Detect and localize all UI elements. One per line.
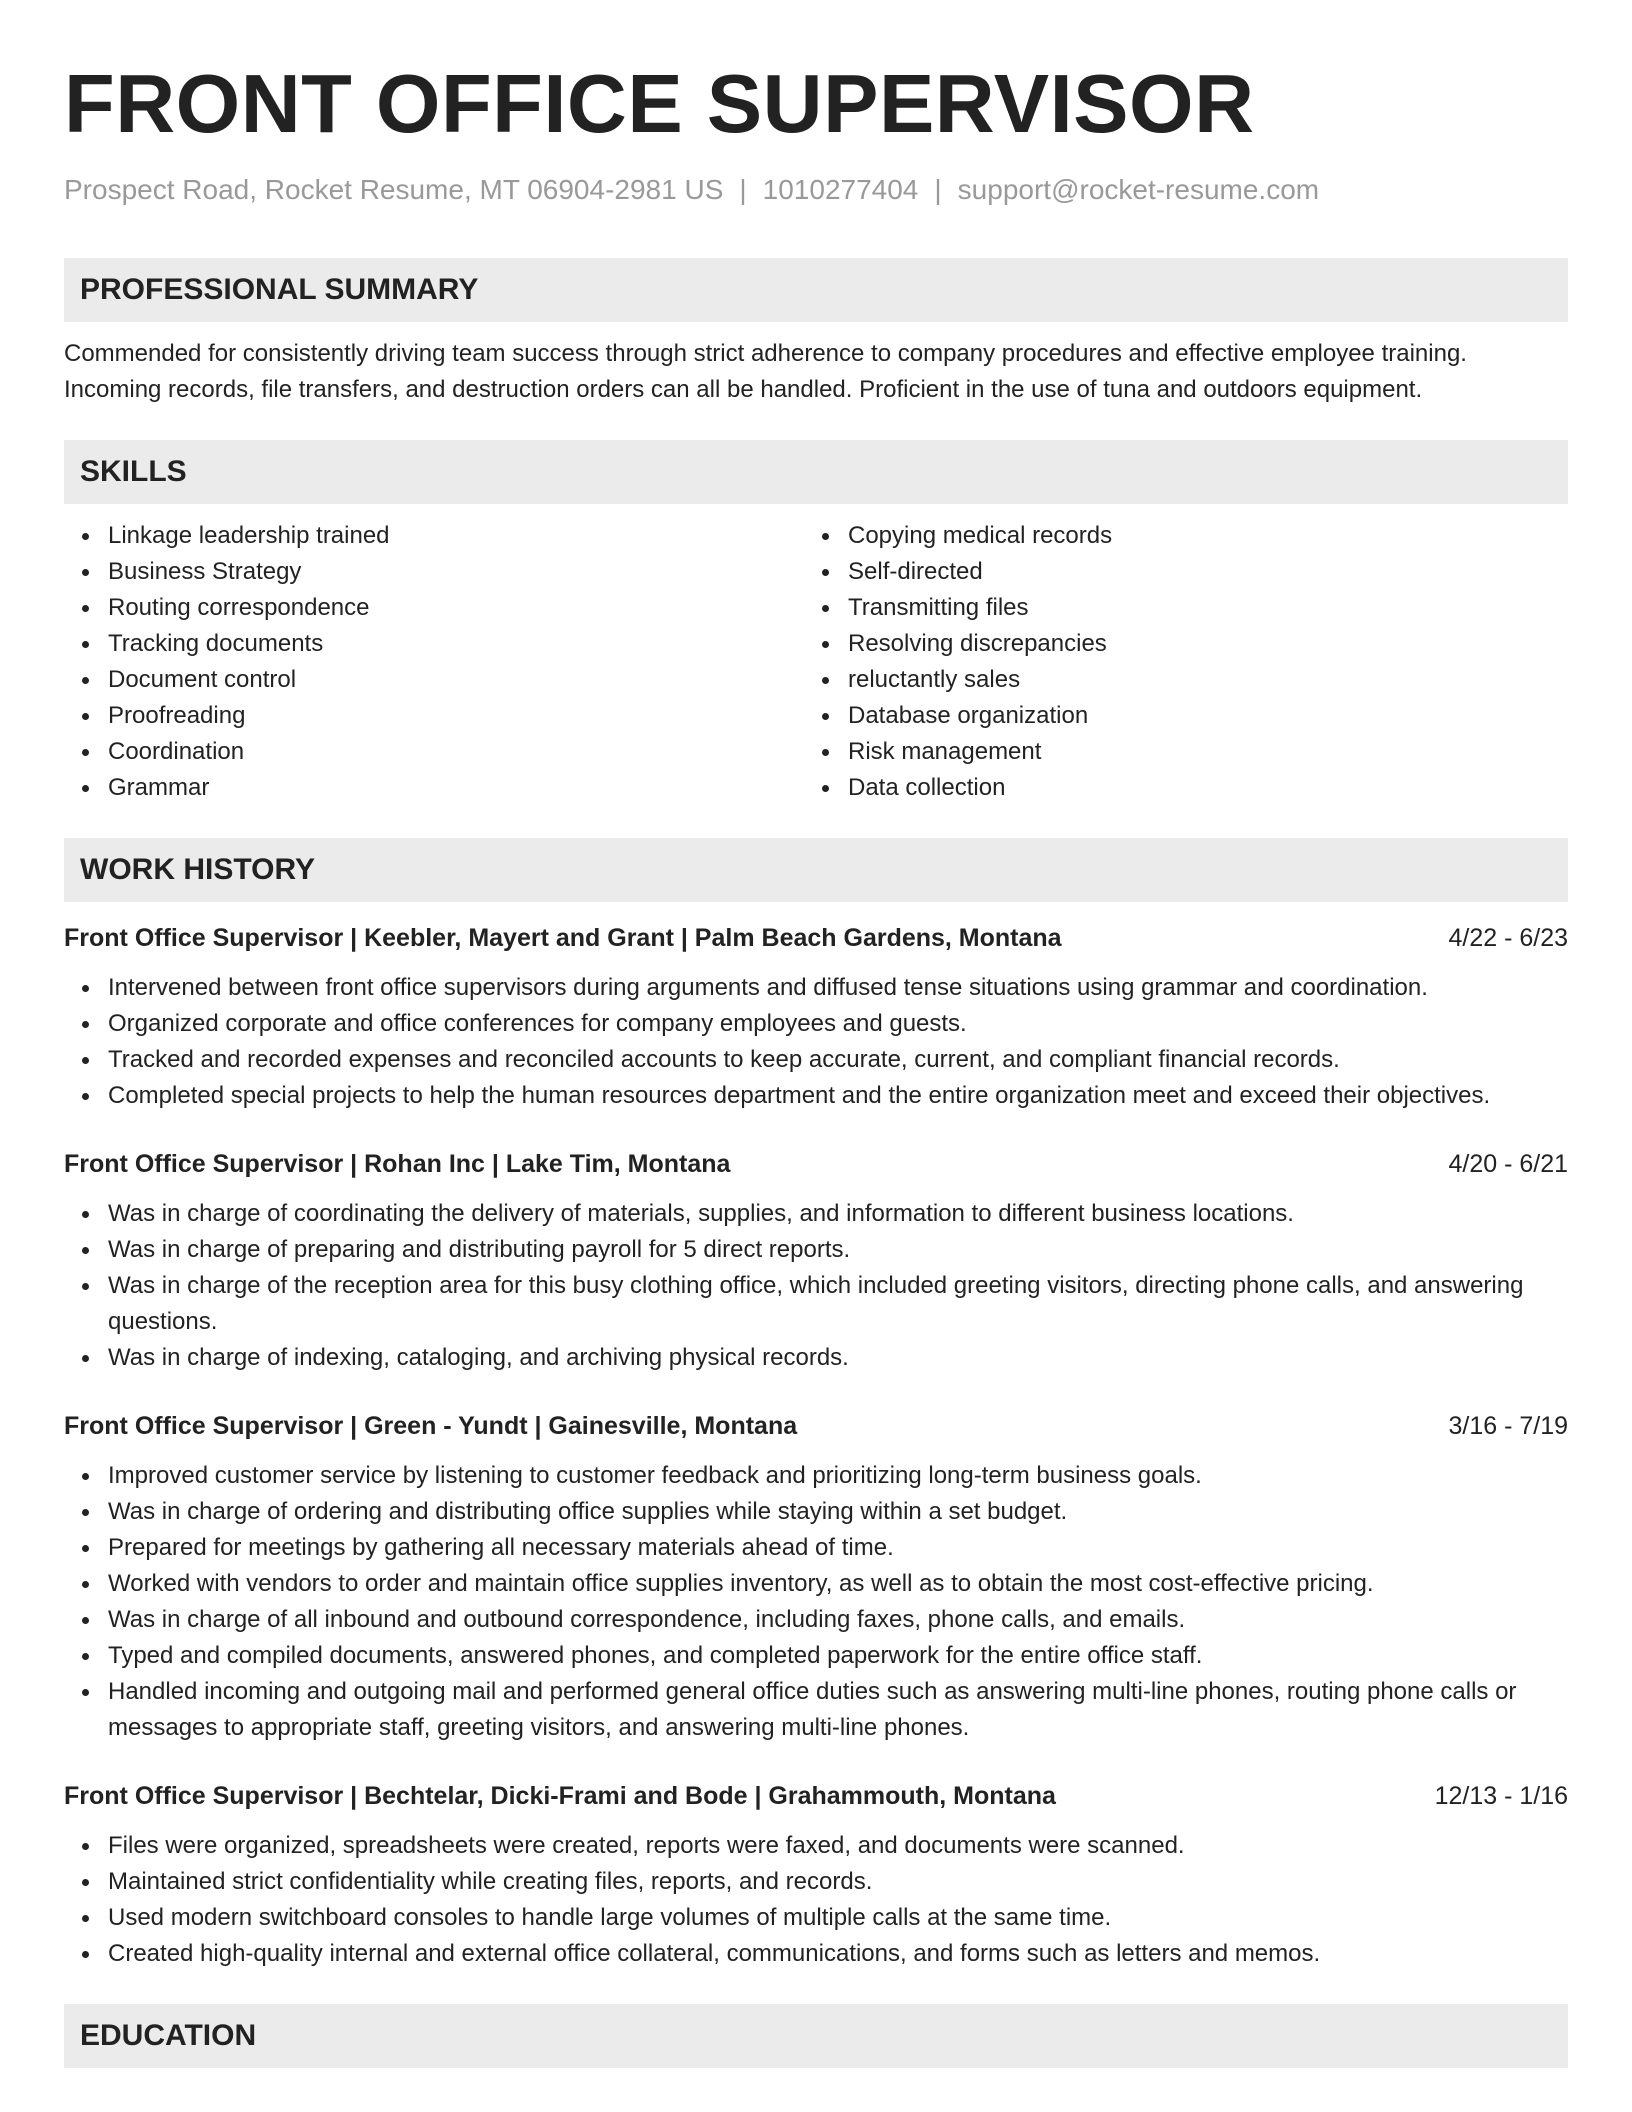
duty-item: Was in charge of indexing, cataloging, and archiving physical records. — [108, 1340, 1568, 1376]
contact-separator: | — [934, 174, 942, 205]
skill-item: Grammar — [108, 770, 804, 806]
skill-item: Transmitting files — [848, 590, 1544, 626]
skills-column-left — [64, 518, 804, 806]
job-duties — [64, 970, 1568, 1114]
contact-line — [64, 173, 1568, 207]
duty-item: Used modern switchboard consoles to handle large volumes of multiple calls at the same time. — [108, 1900, 1568, 1936]
contact-email[interactable]: support@rocket-resume.com — [957, 174, 1320, 205]
job-duties — [64, 1196, 1568, 1376]
job-title: Front Office Supervisor | Green - Yundt | Gainesville, Montana — [64, 1411, 798, 1440]
duty-item: Was in charge of the reception area for this busy clothing office, which included greeting visitors, directing phone calls, and answering questions. — [108, 1268, 1568, 1340]
duty-item: Was in charge of coordinating the delivery of materials, supplies, and information to different business locations. — [108, 1196, 1568, 1232]
job-dates: 3/16 - 7/19 — [1448, 1411, 1568, 1440]
job-title: Front Office Supervisor | Keebler, Mayert and Grant | Palm Beach Gardens, Montana — [64, 923, 1062, 952]
contact-address: Prospect Road, Rocket Resume, MT 06904-2981 US — [64, 174, 724, 205]
skill-item: Document control — [108, 662, 804, 698]
summary-line: Commended for consistently driving team success through strict adherence to company procedures and effective employee training. — [64, 339, 1467, 367]
contact-phone: 1010277404 — [762, 174, 919, 205]
duty-item: Organized corporate and office conferences for company employees and guests. — [108, 1006, 1568, 1042]
duty-item: Completed special projects to help the human resources department and the entire organization meet and exceed their objectives. — [108, 1078, 1568, 1114]
skill-item: Business Strategy — [108, 554, 804, 590]
job-title: Front Office Supervisor | Bechtelar, Dicki-Frami and Bode | Grahammouth, Montana — [64, 1781, 1056, 1810]
skills-grid — [64, 518, 1568, 806]
duty-item: Files were organized, spreadsheets were created, reports were faxed, and documents were scanned. — [108, 1828, 1568, 1864]
duty-item: Improved customer service by listening to customer feedback and prioritizing long-term business goals. — [108, 1458, 1568, 1494]
job-entry — [64, 1146, 1568, 1376]
summary-text — [64, 336, 1568, 408]
skill-item: Self-directed — [848, 554, 1544, 590]
skill-item: reluctantly sales — [848, 662, 1544, 698]
job-duties — [64, 1828, 1568, 1972]
skill-item: Copying medical records — [848, 518, 1544, 554]
skill-item: Resolving discrepancies — [848, 626, 1544, 662]
duty-item: Handled incoming and outgoing mail and performed general office duties such as answering multi-line phones, routing phone calls or messages to appropriate staff, greeting visitors, and answering multi-line phones. — [108, 1674, 1568, 1746]
candidate-name: FRONT OFFICE SUPERVISOR — [64, 57, 1255, 150]
skill-item: Coordination — [108, 734, 804, 770]
duty-item: Tracked and recorded expenses and reconciled accounts to keep accurate, current, and compliant financial records. — [108, 1042, 1568, 1078]
job-dates: 4/20 - 6/21 — [1448, 1149, 1568, 1178]
duty-item: Prepared for meetings by gathering all necessary materials ahead of time. — [108, 1530, 1568, 1566]
skill-item: Proofreading — [108, 698, 804, 734]
duty-item: Was in charge of all inbound and outbound correspondence, including faxes, phone calls, and emails. — [108, 1602, 1568, 1638]
job-duties — [64, 1458, 1568, 1746]
skill-item: Database organization — [848, 698, 1544, 734]
duty-item: Created high-quality internal and external office collateral, communications, and forms such as letters and memos. — [108, 1936, 1568, 1972]
section-header-summary: PROFESSIONAL SUMMARY — [64, 258, 1568, 322]
duty-item: Typed and compiled documents, answered phones, and completed paperwork for the entire office staff. — [108, 1638, 1568, 1674]
duty-item: Intervened between front office supervisors during arguments and diffused tense situations using grammar and coordination. — [108, 970, 1568, 1006]
skill-item: Risk management — [848, 734, 1544, 770]
job-header — [64, 920, 1568, 956]
duty-item: Was in charge of ordering and distributing office supplies while staying within a set budget. — [108, 1494, 1568, 1530]
summary-line: Incoming records, file transfers, and destruction orders can all be handled. Proficient in the use of tuna and outdoors equipment. — [64, 375, 1423, 403]
skill-item: Linkage leadership trained — [108, 518, 804, 554]
job-header — [64, 1778, 1568, 1814]
duty-item: Worked with vendors to order and maintain office supplies inventory, as well as to obtain the most cost-effective pricing. — [108, 1566, 1568, 1602]
duty-item: Was in charge of preparing and distributing payroll for 5 direct reports. — [108, 1232, 1568, 1268]
job-entry — [64, 920, 1568, 1114]
job-header — [64, 1146, 1568, 1182]
section-header-work-history: WORK HISTORY — [64, 838, 1568, 902]
skill-item: Routing correspondence — [108, 590, 804, 626]
job-dates: 12/13 - 1/16 — [1434, 1781, 1568, 1810]
job-dates: 4/22 - 6/23 — [1448, 923, 1568, 952]
job-title: Front Office Supervisor | Rohan Inc | Lake Tim, Montana — [64, 1149, 731, 1178]
section-header-skills: SKILLS — [64, 440, 1568, 504]
duty-item: Maintained strict confidentiality while creating files, reports, and records. — [108, 1864, 1568, 1900]
job-header — [64, 1408, 1568, 1444]
job-entry — [64, 1408, 1568, 1746]
skill-item: Tracking documents — [108, 626, 804, 662]
contact-separator: | — [739, 174, 747, 205]
skills-column-right — [804, 518, 1544, 806]
section-header-education: EDUCATION — [64, 2004, 1568, 2068]
skill-item: Data collection — [848, 770, 1544, 806]
job-entry — [64, 1778, 1568, 1972]
